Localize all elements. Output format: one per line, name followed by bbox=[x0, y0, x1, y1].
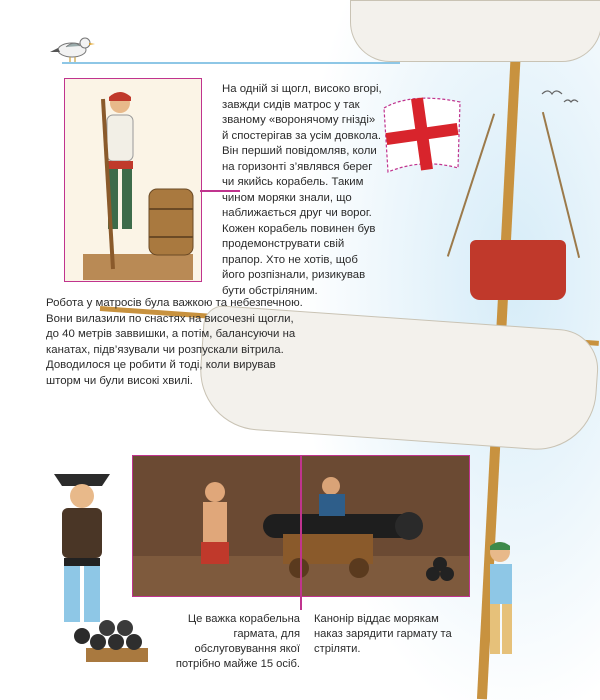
pointer-line bbox=[300, 455, 302, 610]
gunner-caption: Канонір віддає морякам наказ зарядити гармату та стріляти. bbox=[314, 613, 452, 655]
header-rule bbox=[62, 62, 400, 64]
cannon-caption: Це важка корабельна гармата, для обслуговування якої потрібно майже 15 осіб. bbox=[175, 613, 300, 670]
intro-paragraph: На одній зі щогл, високо вгорі, завжди сидів матрос у так званому «воронячому гнізді» й спостерігав за усім довкола. Він перший повідомляв, коли на горизонті з’являвся берег чи якийсь корабель. Таким чином моряки знали, що наближається друг чи ворог. Кожен корабель повинен був продемонструвати свій прапор. Хто не хотів, щоб його розпізнали, ризикував бути обстріляним. bbox=[222, 83, 382, 297]
sailor-figure bbox=[65, 79, 201, 281]
crows-nest bbox=[470, 240, 566, 300]
seagull-illustration bbox=[48, 30, 96, 64]
cannonball-pile bbox=[82, 608, 152, 664]
birds-icon bbox=[540, 84, 580, 108]
top-sail bbox=[350, 0, 600, 62]
climbing-sailor-figure bbox=[474, 538, 534, 688]
sailor-barrel-illustration bbox=[64, 78, 202, 282]
english-flag-icon bbox=[382, 88, 462, 174]
sailors-paragraph: Робота у матросів була важкою та небезпечною. Вони вилазили по снастях на височезні щогли, до 40 метрів заввишки, а потім, балансуючи на канатах, підв’язували чи розпускали вітрила. Доводилося це робити й тоді, коли вирував шторм чи були високі хвилі. bbox=[46, 297, 303, 387]
